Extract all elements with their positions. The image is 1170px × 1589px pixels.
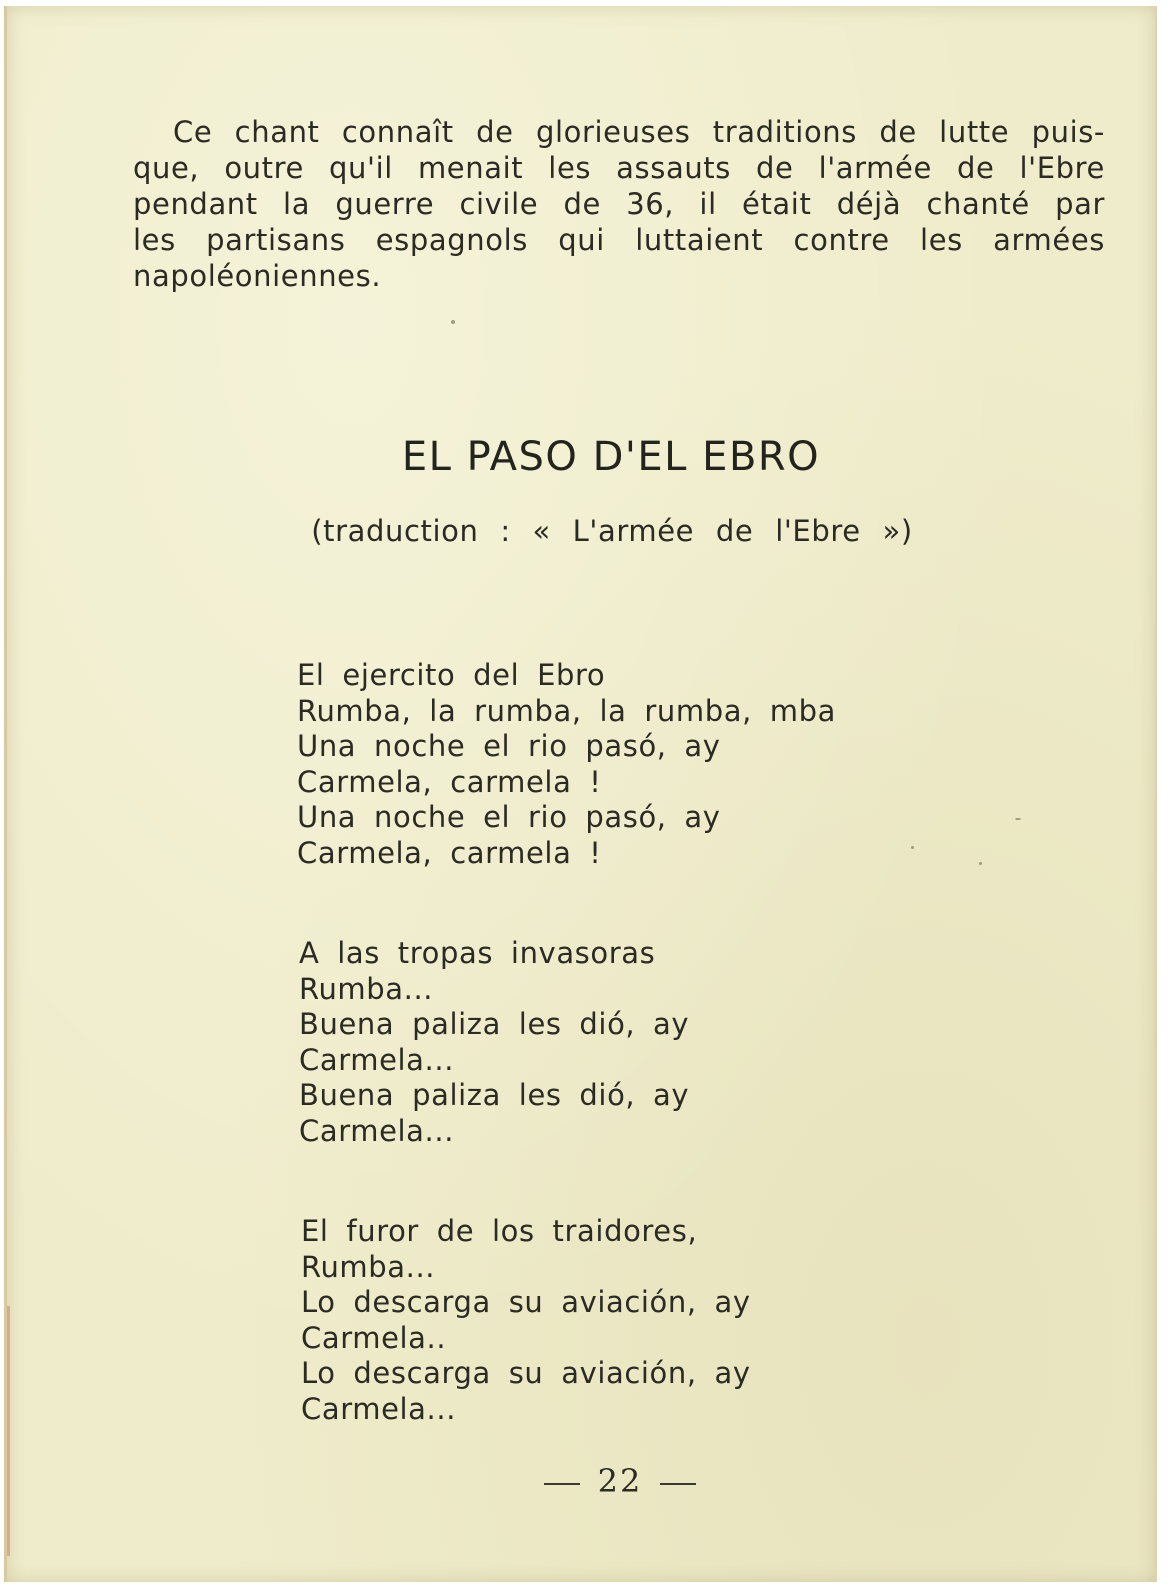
verse-line: Lo descarga su aviación, ay [301,1285,751,1319]
song-title: EL PASO D'EL EBRO [401,434,821,480]
verse-line: A las tropas invasoras [299,936,656,970]
dash-left [544,1483,580,1485]
intro-line: Ce chant connaît de glorieuses traditions de lutte puis- [173,115,1105,149]
verse-line: Lo descarga su aviación, ay [301,1356,751,1390]
verse-line: Rumba, la rumba, la rumba, mba [297,693,836,728]
verse-line: Una noche el rio pasó, ay [297,800,721,834]
page-number [7,1462,1170,1500]
verse-line: Buena paliza les dió, ay [299,1007,690,1041]
paper-speck [1015,818,1021,820]
page-edge [7,1306,10,1556]
verse-line: Carmela... [301,1391,457,1426]
verse-line: Rumba... [299,971,434,1006]
verse-line: Una noche el rio pasó, ay [297,729,721,763]
stanza [297,658,836,871]
verse-line: El furor de los traidores, [301,1214,698,1248]
intro-line: napoléoniennes. [133,259,382,293]
paper-speck [451,320,455,324]
verse-line: Carmela, carmela ! [297,835,602,870]
song-subtitle: (traduction : « L'armée de l'Ebre ») [311,514,913,548]
verse-line: Carmela... [299,1042,455,1077]
verse-line: Carmela.. [301,1320,447,1355]
book-page [4,6,1157,1582]
paper-speck [911,846,914,849]
intro-line: que, outre qu'il menait les assauts de l'armée de l'Ebre [133,151,1105,185]
intro-paragraph [133,114,1105,294]
verse-line: Carmela, carmela ! [297,764,602,799]
verse-line: Carmela... [299,1113,455,1148]
intro-line: pendant la guerre civile de 36, il était déjà chanté par [133,187,1105,221]
verse-line: Buena paliza les dió, ay [299,1078,690,1112]
dash-right [660,1483,696,1485]
page-number-value: 22 [597,1462,643,1500]
stanza [299,936,689,1149]
paper-speck [979,862,982,865]
verse-line: Rumba... [301,1249,436,1284]
verse-line: El ejercito del Ebro [297,658,606,692]
stanza [301,1214,751,1427]
intro-line: les partisans espagnols qui luttaient contre les armées [133,223,1105,257]
